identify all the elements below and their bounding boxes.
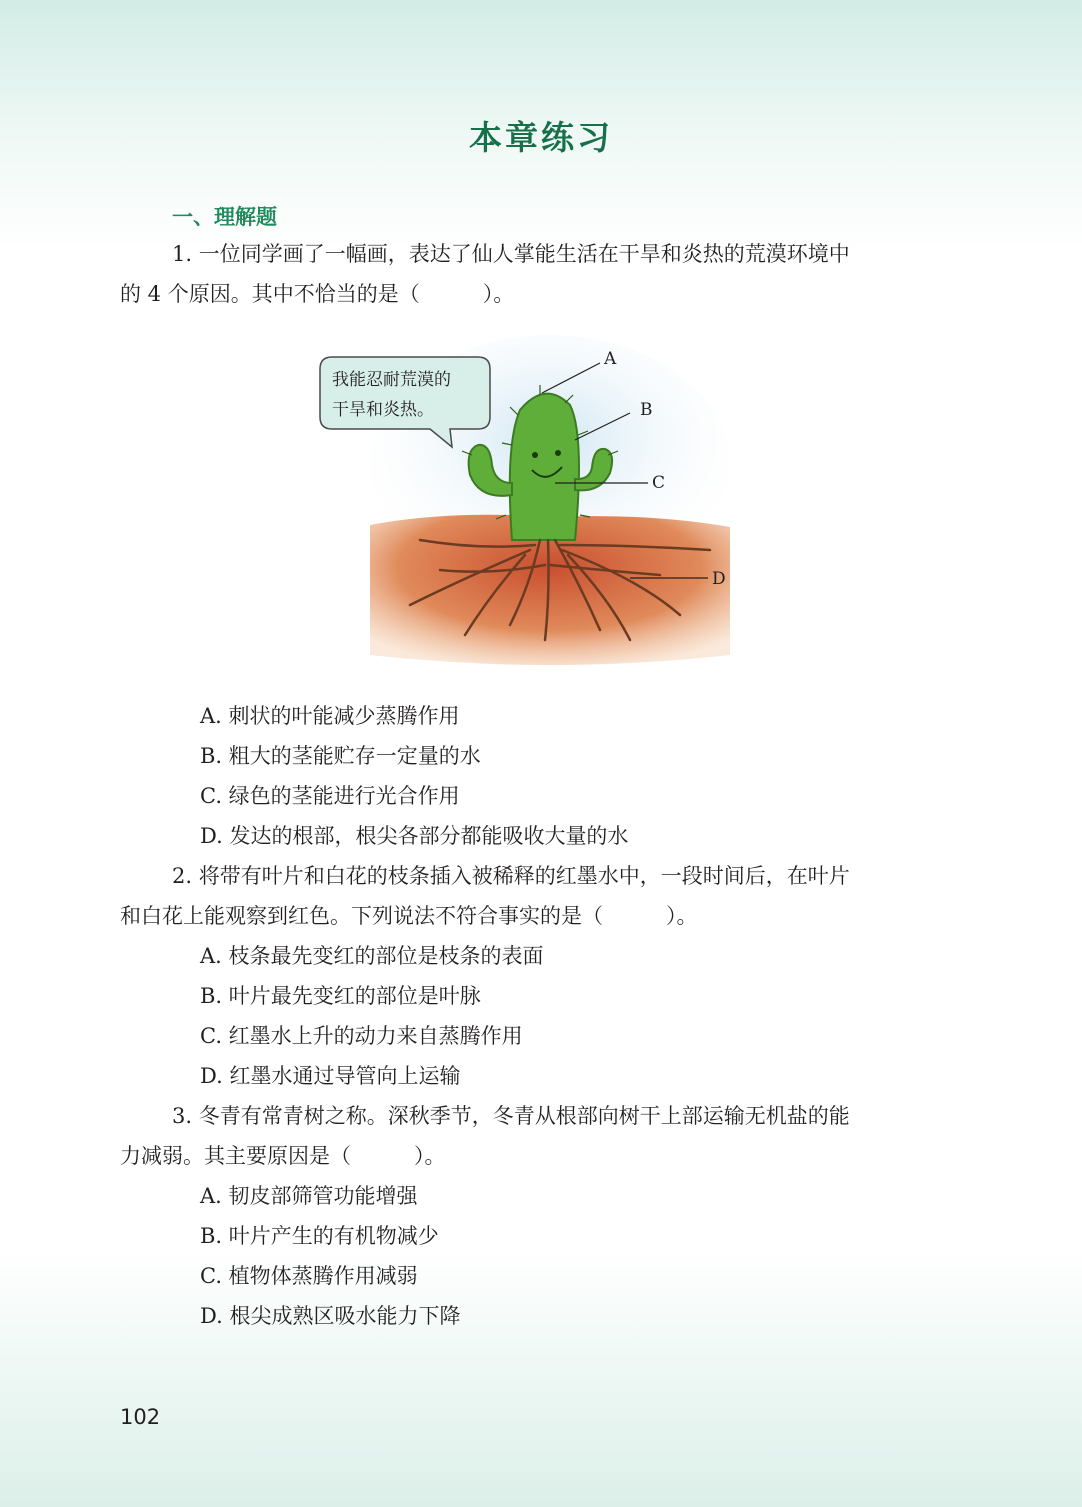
callout-label-b: B [640,400,653,420]
question-3-option-b: B. 叶片产生的有机物减少 [200,1224,439,1248]
question-2-option-b: B. 叶片最先变红的部位是叶脉 [200,984,481,1008]
question-2-line-1: 2. 将带有叶片和白花的枝条插入被稀释的红墨水中，一段时间后，在叶片 [172,864,850,888]
question-2-option-c: C. 红墨水上升的动力来自蒸腾作用 [200,1024,523,1048]
callout-label-c: C [652,473,666,493]
question-1-line-2: 的 4 个原因。其中不恰当的是（ ）。 [120,282,515,306]
question-1-option-c: C. 绿色的茎能进行光合作用 [200,784,460,808]
question-3-line-2: 力减弱。其主要原因是（ ）。 [120,1144,446,1168]
question-2-line-2: 和白花上能观察到红色。下列说法不符合事实的是（ ）。 [120,904,698,928]
page-number: 102 [120,1405,161,1429]
question-1-option-b: B. 粗大的茎能贮存一定量的水 [200,744,481,768]
question-2-option-a: A. 枝条最先变红的部位是枝条的表面 [200,944,544,968]
speech-bubble-line-1: 我能忍耐荒漠的 [332,370,451,390]
speech-bubble-line-2: 干旱和炎热。 [332,400,434,420]
callout-label-a: A [604,349,617,369]
callout-label-d: D [712,569,726,589]
section-heading: 一、理解题 [172,205,277,229]
question-1-line-1: 1. 一位同学画了一幅画，表达了仙人掌能生活在干旱和炎热的荒漠环境中 [172,242,850,266]
question-2-option-d: D. 红墨水通过导管向上运输 [200,1064,461,1088]
question-3-option-d: D. 根尖成熟区吸水能力下降 [200,1304,461,1328]
page-title: 本章练习 [469,118,613,157]
cactus-illustration [300,335,760,675]
question-1-option-a: A. 刺状的叶能减少蒸腾作用 [200,704,460,728]
question-3-line-1: 3. 冬青有常青树之称。深秋季节，冬青从根部向树干上部运输无机盐的能 [172,1104,850,1128]
question-3-option-c: C. 植物体蒸腾作用减弱 [200,1264,418,1288]
question-3-option-a: A. 韧皮部筛管功能增强 [200,1184,418,1208]
question-1-option-d: D. 发达的根部，根尖各部分都能吸收大量的水 [200,824,629,848]
